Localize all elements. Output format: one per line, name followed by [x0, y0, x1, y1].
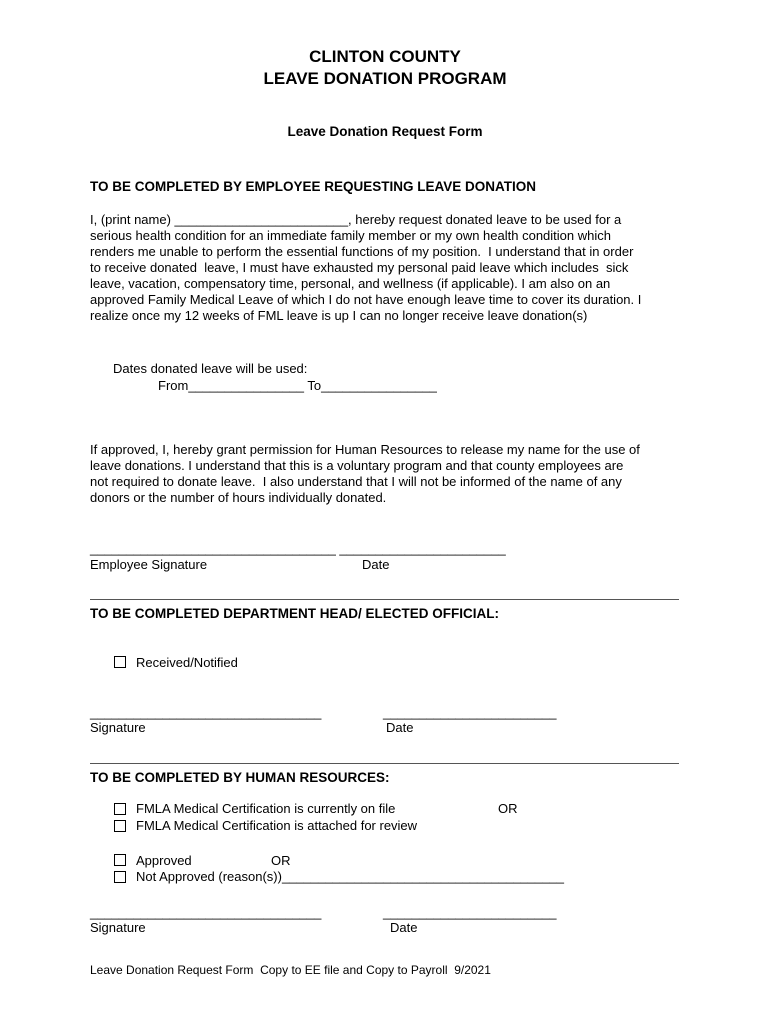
received-notified-checkbox[interactable]: [114, 656, 126, 668]
employee-signature-label: Employee Signature: [90, 557, 208, 572]
fmla-on-file-checkbox[interactable]: [114, 803, 126, 815]
section-divider: [90, 599, 679, 600]
hr-section-heading: TO BE COMPLETED BY HUMAN RESOURCES:: [90, 770, 390, 785]
permission-line: If approved, I, hereby grant permission for Human Resources to release my name for the use of: [90, 442, 640, 457]
request-line: approved Family Medical Leave of which I do not have enough leave time to cover its duration. I: [90, 292, 642, 307]
not-approved-reason-field[interactable]: Not Approved (reason(s))_______________________________________: [136, 869, 564, 884]
program-name: LEAVE DONATION PROGRAM: [263, 69, 507, 88]
dates-label: Dates donated leave will be used:: [113, 361, 308, 376]
request-line: I, (print name) ________________________, hereby request donated leave to be used for a: [90, 212, 622, 227]
permission-line: not required to donate leave. I also understand that I will not be informed of the name of any: [90, 474, 622, 489]
hr-signature-line[interactable]: ________________________________: [90, 905, 322, 920]
request-line: leave, vacation, compensatory time, personal, and wellness (if applicable). I am also on an: [90, 276, 611, 291]
request-line: renders me unable to perform the essential functions of my position. I understand that in order: [90, 244, 634, 259]
form-footer: Leave Donation Request Form Copy to EE file and Copy to Payroll 9/2021: [90, 963, 491, 977]
county-name: CLINTON COUNTY: [309, 47, 461, 66]
request-line: to receive donated leave, I must have exhausted my personal paid leave which includes sick: [90, 260, 629, 275]
permission-line: donors or the number of hours individually donated.: [90, 490, 387, 505]
employee-request-paragraph: [90, 212, 690, 324]
dept-section-heading: TO BE COMPLETED DEPARTMENT HEAD/ ELECTED OFFICIAL:: [90, 606, 500, 621]
employee-date-label: Date: [362, 557, 390, 572]
dept-date-line[interactable]: ________________________: [383, 705, 557, 720]
or-label: OR: [271, 853, 291, 868]
request-line: realize once my 12 weeks of FML leave is up I can no longer receive leave donation(s): [90, 308, 588, 323]
hr-signature-label: Signature: [90, 920, 146, 935]
received-notified-label: Received/Notified: [136, 655, 238, 670]
request-line: serious health condition for an immediate family member or my own health condition which: [90, 228, 611, 243]
hr-date-line[interactable]: ________________________: [383, 905, 557, 920]
permission-paragraph: [90, 442, 690, 506]
hr-date-label: Date: [390, 920, 418, 935]
fmla-on-file-label: FMLA Medical Certification is currently on file: [136, 801, 396, 816]
fmla-attached-label: FMLA Medical Certification is attached for review: [136, 818, 418, 833]
not-approved-checkbox[interactable]: [114, 871, 126, 883]
approved-label: Approved: [136, 853, 192, 868]
from-to-fields[interactable]: From________________ To________________: [158, 378, 437, 393]
employee-section-heading: TO BE COMPLETED BY EMPLOYEE REQUESTING LEAVE DONATION: [90, 179, 537, 194]
dept-signature-line[interactable]: ________________________________: [90, 705, 322, 720]
fmla-attached-checkbox[interactable]: [114, 820, 126, 832]
section-divider: [90, 763, 679, 764]
employee-signature-line[interactable]: __________________________________ _______________________: [90, 541, 506, 556]
permission-line: leave donations. I understand that this is a voluntary program and that county employees are: [90, 458, 624, 473]
form-title: Leave Donation Request Form: [287, 124, 483, 139]
dept-date-label: Date: [386, 720, 414, 735]
or-label: OR: [498, 801, 518, 816]
dept-signature-label: Signature: [90, 720, 146, 735]
approved-checkbox[interactable]: [114, 854, 126, 866]
